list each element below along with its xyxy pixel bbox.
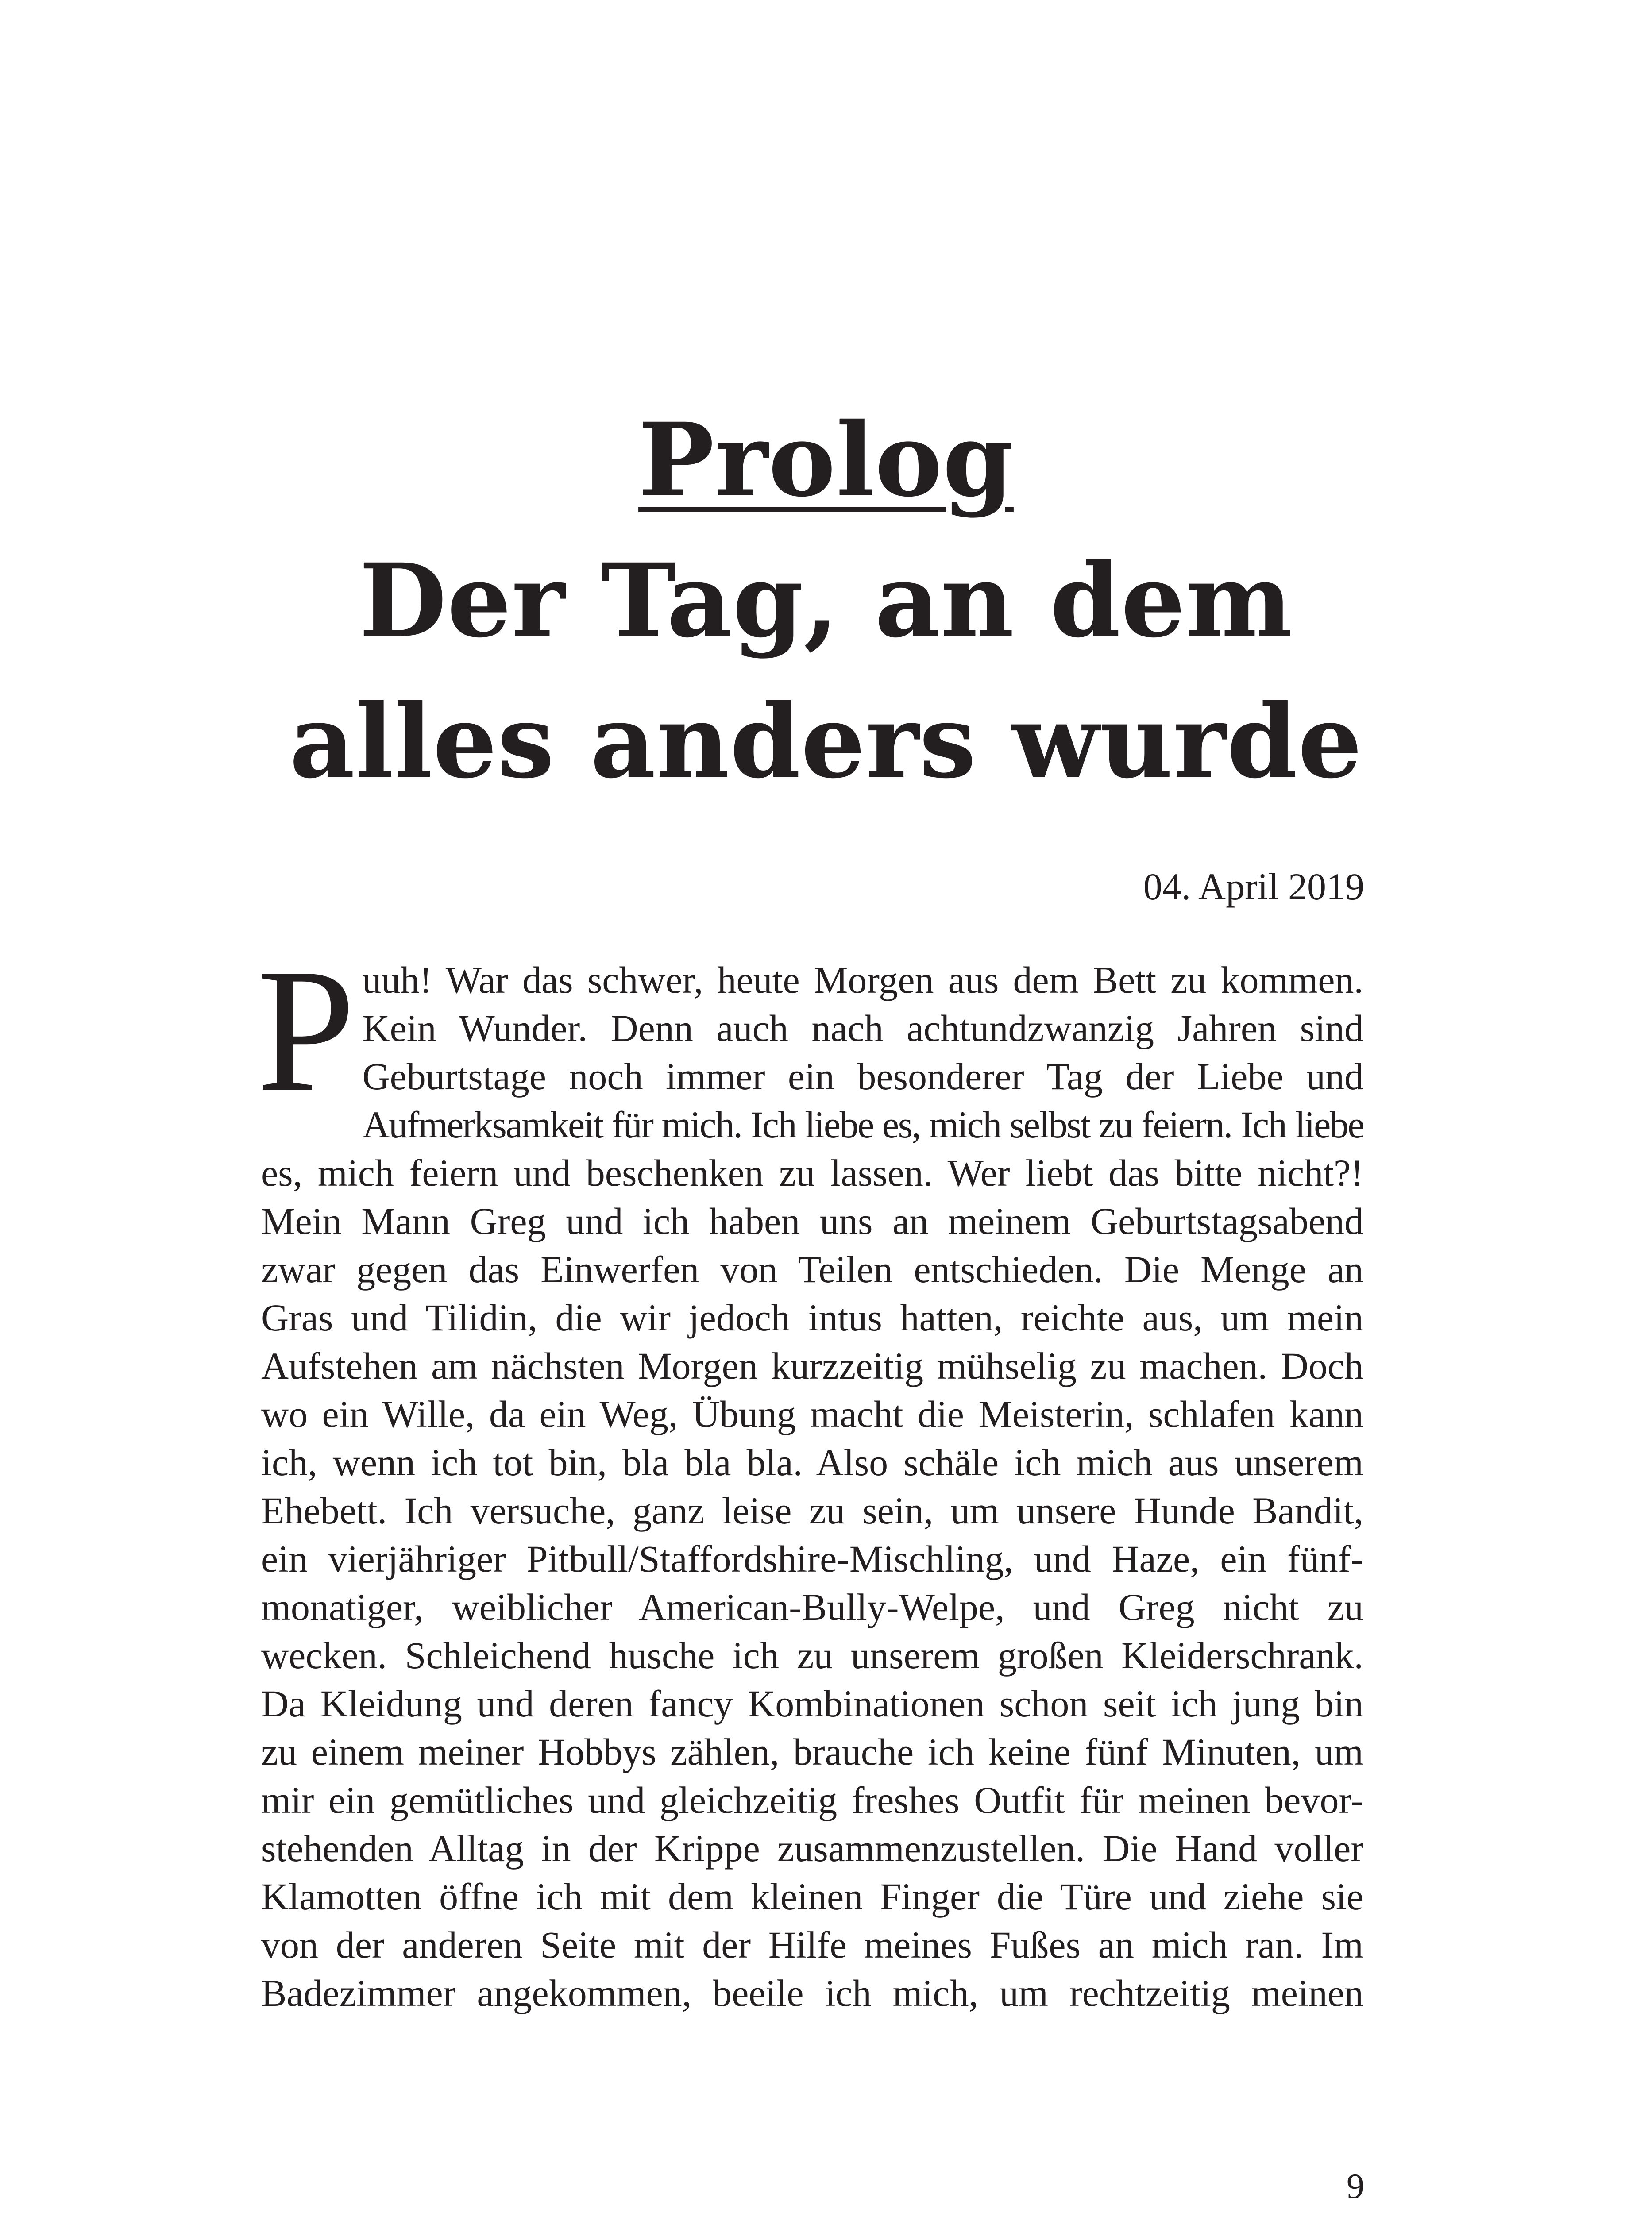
text-line: ein vierjähriger Pitbull/Staffordshire-Mischling, und Haze, ein fünf- [261, 1538, 1363, 1580]
text-line: wo ein Wille, da ein Weg, Übung macht die Meisterin, schlafen kann [261, 1393, 1363, 1435]
page-number: 9 [1347, 2167, 1364, 2206]
chapter-heading [0, 389, 1652, 812]
text-line: Mein Mann Greg und ich haben uns an meinem Geburtstagsabend [261, 1200, 1363, 1242]
text-line: Da Kleidung und deren fancy Kombinationen schon seit ich jung bin [261, 1682, 1363, 1725]
text-line: Geburtstage noch immer ein besonderer Tag der Liebe und [362, 1055, 1363, 1098]
text-line: Klamotten öffne ich mit dem kleinen Finger die Türe und ziehe sie [261, 1875, 1363, 1918]
text-line: es, mich feiern und beschenken zu lassen. Wer liebt das bitte nicht?! [261, 1152, 1363, 1194]
text-line: Kein Wunder. Denn auch nach achtundzwanzig Jahren sind [362, 1007, 1363, 1049]
text-line: wecken. Schleichend husche ich zu unserem großen Kleiderschrank. [261, 1634, 1363, 1677]
chapter-label: Prolog [638, 401, 1014, 519]
text-line: monatiger, weiblicher American-Bully-Welpe, und Greg nicht zu [261, 1586, 1363, 1628]
chapter-title-line-2: alles anders wurde [289, 682, 1363, 801]
chapter-title-line-1: Der Tag, an dem [359, 541, 1293, 660]
text-line: Ehebett. Ich versuche, ganz leise zu sein, um unsere Hunde Bandit, [261, 1489, 1363, 1532]
entry-date: 04. April 2019 [1143, 865, 1364, 908]
body-paragraph [257, 932, 1363, 2017]
text-line: uuh! War das schwer, heute Morgen aus dem Bett zu kommen. [362, 959, 1363, 1001]
drop-cap: P [257, 932, 355, 1128]
text-line: ich, wenn ich tot bin, bla bla bla. Also schäle ich mich aus unserem [261, 1441, 1363, 1484]
text-line: Aufmerksamkeit für mich. Ich liebe es, mich selbst zu feiern. Ich liebe [362, 1103, 1363, 1146]
text-line: mir ein gemütliches und gleichzeitig freshes Outfit für meinen bevor- [261, 1779, 1363, 1821]
text-line: Badezimmer angekommen, beeile ich mich, um rechtzeitig meinen [261, 1972, 1363, 2014]
text-line: stehenden Alltag in der Krippe zusammenzustellen. Die Hand voller [261, 1827, 1363, 1870]
text-line: Gras und Tilidin, die wir jedoch intus hatten, reichte aus, um mein [261, 1296, 1363, 1339]
text-line: von der anderen Seite mit der Hilfe meines Fußes an mich ran. Im [261, 1924, 1363, 1966]
text-line: zwar gegen das Einwerfen von Teilen entschieden. Die Menge an [261, 1248, 1363, 1291]
text-line: zu einem meiner Hobbys zählen, brauche ich keine fünf Minuten, um [261, 1731, 1363, 1773]
text-line: Aufstehen am nächsten Morgen kurzzeitig mühselig zu machen. Doch [261, 1345, 1363, 1387]
